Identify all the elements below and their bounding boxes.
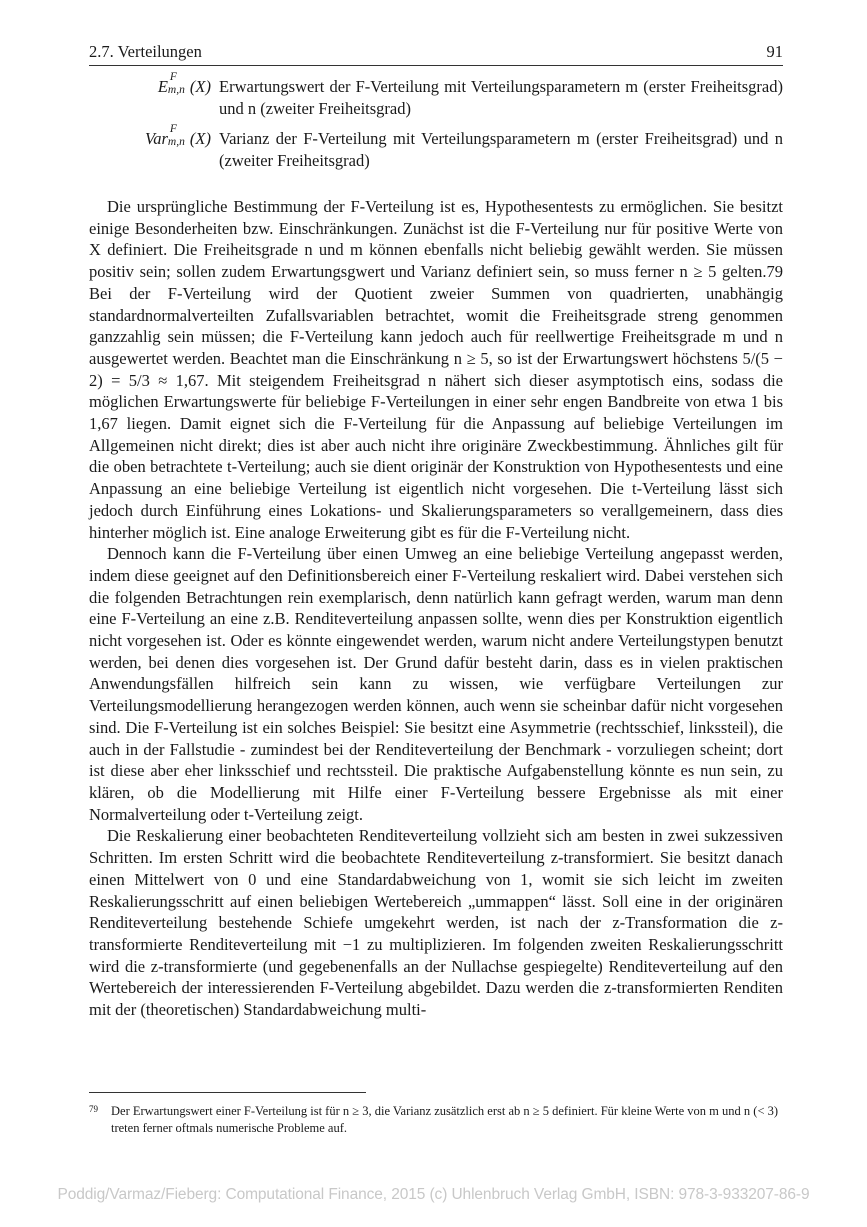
symbol-superscript: F xyxy=(169,123,177,135)
symbol-description: Varianz der F-Verteilung mit Verteilungsparametern m (erster Freiheitsgrad) und n (zweiter Freiheitsgrad) xyxy=(219,129,783,170)
footnote-text: Der Erwartungswert einer F-Verteilung ist für n ≥ 3, die Varianz zusätzlich erst ab n ≥ 5 definiert. Für kleine Werte von m und n (< 3) treten ferner oftmals numerische Probleme auf. xyxy=(111,1104,779,1135)
paragraph-3: Die Reskalierung einer beobachteten Renditeverteilung vollzieht sich am besten in zwei sukzessiven Schritten. Im ersten Schritt wird die beobachtete Renditeverteilung z-transformiert. Sie besitzt danach einen Mittelwert von 0 und eine Standardabweichung von 1, womit sie sich leicht im zweiten Reskalierungsschritt auf einen beliebigen Wertebereich „ummappen“ lässt. Soll eine in der originären Renditeverteilung bestehende Schiefe umgekehrt werden, ist nach der z-Transformation die z-transformierte Renditeverteilung mit −1 zu multiplizieren. Im folgenden zweiten Reskalierungsschritt wird die z-transformierte (und gegebenenfalls an der Nullachse gespiegelte) Renditeverteilung auf den Wertebereich der interessierenden F-Verteilung abgebildet. Dazu werden die z-transformierten Renditen mit der (theoretischen) Standardabweichung multi- xyxy=(89,826,783,1020)
symbol-notation xyxy=(89,71,219,120)
symbol-subscript: m,n xyxy=(167,84,185,96)
symbol-argument: (X) xyxy=(189,77,211,96)
symbol-subscript: m,n xyxy=(167,136,185,148)
paragraph-2: Dennoch kann die F-Verteilung über einen Umweg an eine beliebige Verteilung angepasst werden, indem diese geeignet auf den Definitionsbereich einer F-Verteilung reskaliert wird. Dabei verstehen sich die folgenden Betrachtungen rein exemplarisch, denn natürlich kann gefragt werden, warum man denn eine F-Verteilung an eine z.B. Renditeverteilung anpassen sollte, wenn dies per Konstruktion eigentlich nicht vorgesehen ist. Oder es könnte eingewendet werden, warum nicht andere Verteilungstypen benutzt werden, bei denen dies vorgesehen ist. Der Grund dafür besteht darin, dass es in vielen praktischen Anwendungsfällen hilfreich sein kann zu wissen, wie verfügbare Verteilungen zur Verteilungsmodellierung herangezogen werden können, auch wenn sie scheinbar dafür nicht vorgesehen sind. Die F-Verteilung ist ein solches Beispiel: Sie besitzt eine Asymmetrie (rechtsschief, linkssteil), die auch in der Fallstudie - zumindest bei der Renditeverteilung der Benchmark - vorzuliegen scheint; dort ist diese aber eher linksschief und rechtssteil. Die praktische Aufgabenstellung könnte es nun sein, zu klären, ob die Modellierung mit Hilfe einer F-Verteilung bessere Ergebnisse als mit einer Normalverteilung oder t-Verteilung zeigt. xyxy=(89,544,783,824)
symbol-base: E xyxy=(157,77,168,96)
symbol-superscript: F xyxy=(169,71,177,83)
symbol-notation xyxy=(89,123,219,172)
symbol-indices xyxy=(167,71,190,96)
footnote-number: 79 xyxy=(89,1104,98,1114)
section-title: 2.7. Verteilungen xyxy=(89,42,202,61)
symbol-argument: (X) xyxy=(189,129,211,148)
symbol-description: Erwartungswert der F-Verteilung mit Verteilungsparametern m (erster Freiheitsgrad) und n (zweiter Freiheitsgrad) xyxy=(219,77,783,118)
page-number: 91 xyxy=(766,42,783,61)
copyright-watermark: Poddig/Varmaz/Fieberg: Computational Finance, 2015 (c) Uhlenbruch Verlag GmbH, ISBN: 978-3-933207-86-9 xyxy=(57,1186,810,1203)
symbol-base: Var xyxy=(145,129,168,148)
footnote-79 xyxy=(89,1103,783,1137)
symbol-list xyxy=(89,71,783,180)
running-header xyxy=(89,41,783,66)
symbol-entry-variance xyxy=(89,123,783,172)
body-text xyxy=(89,196,783,1021)
symbol-entry-expectation xyxy=(89,71,783,120)
symbol-indices xyxy=(167,123,190,148)
paragraph-1: Die ursprüngliche Bestimmung der F-Verteilung ist es, Hypothesentests zu ermöglichen. Sie besitzt einige Besonderheiten bzw. Einschränkungen. Zunächst ist die F-Verteilung nur für positive Werte von X definiert. Die Freiheitsgrade n und m können ebenfalls nicht beliebig gewählt werden. Sie müssen positiv sein; sollen zudem Erwartungsgwert und Varianz definiert sein, so muss ferner n ≥ 5 gelten.79 Bei der F-Verteilung wird der Quotient zweier Summen von quadrierten, unabhängig standardnormalverteilten Zufallsvariablen betrachtet, womit die Freiheitsgrade streng genommen ganzzahlig sein müssen; die F-Verteilung kann jedoch auch für reellwertige Freiheitsgrade m und n ausgewertet werden. Beachtet man die Einschränkung n ≥ 5, so ist der Erwartungswert höchstens 5/(5 − 2) = 5/3 ≈ 1,67. Mit steigendem Freiheitsgrad n nähert sich dieser asymptotisch eins, sodass die möglichen Erwartungswerte für beliebige F-Verteilungen in einer sehr engen Bandbreite von etwa 1 bis 1,67 liegen. Damit eignet sich die F-Verteilung für die Anpassung auf beliebige Verteilungen im Allgemeinen nicht direkt; dies ist aber auch nicht ihre originäre Zweckbestimmung. Ähnliches gilt für die oben betrachtete t-Verteilung; auch sie dient originär der Konstruktion von Hypothesentests und eine Anpassung an eine beliebige Verteilung ist eigentlich nicht vorgesehen. Die t-Verteilung lässt sich jedoch durch Einführung eines Lokations- und Skalierungsparameters so verallgemeinern, dass dies hinterher möglich ist. Eine analoge Erweiterung gibt es für die F-Verteilung nicht. xyxy=(89,197,783,542)
footnote-divider xyxy=(89,1092,366,1093)
